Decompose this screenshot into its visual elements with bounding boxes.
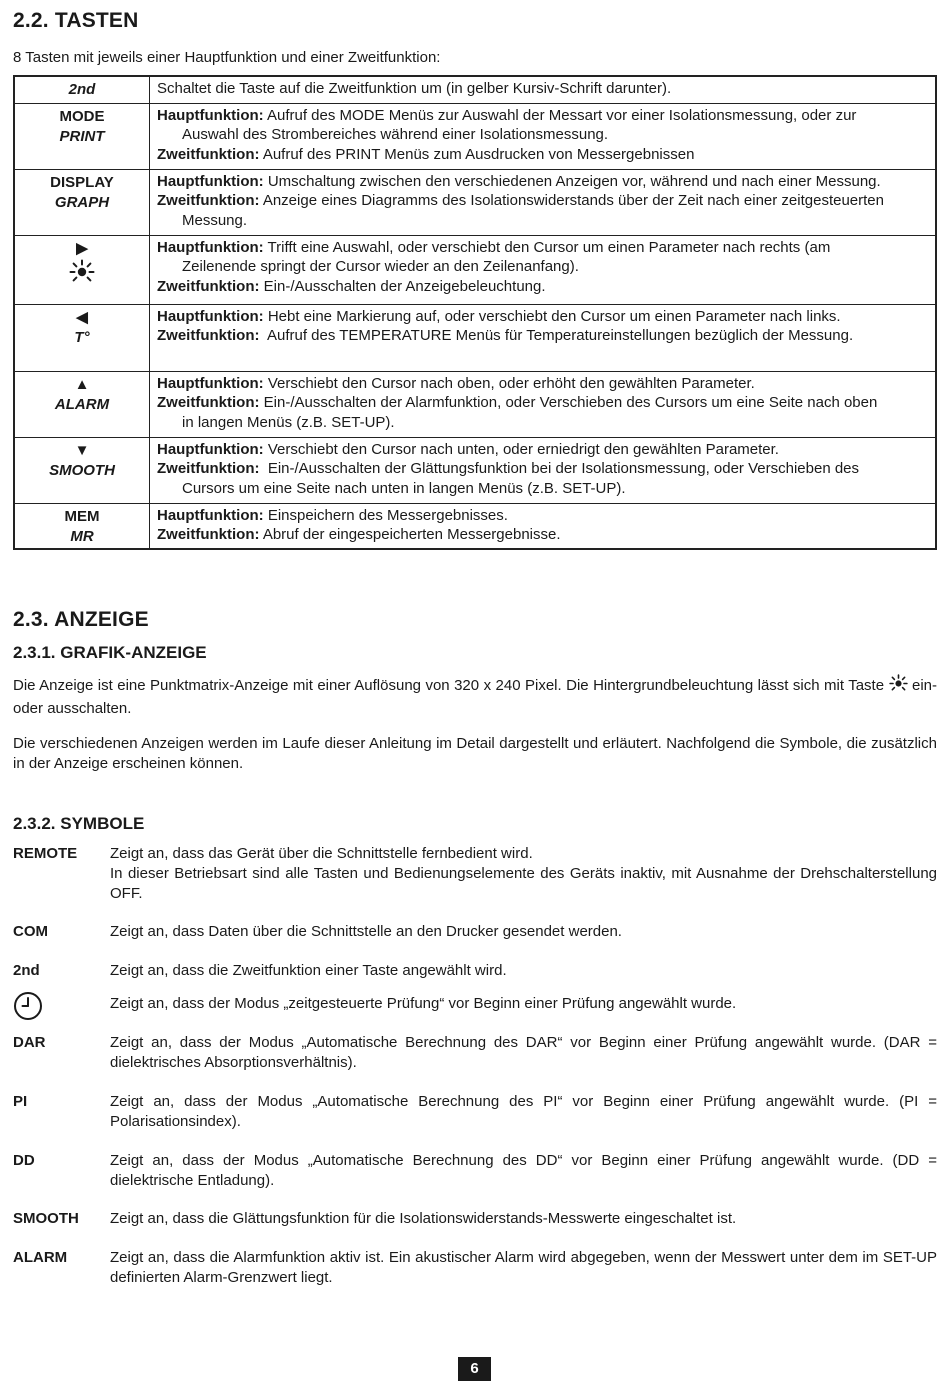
key-2nd: 2nd — [68, 81, 96, 98]
section-title-tasten: 2.2. TASTEN — [13, 9, 139, 32]
desc-cell — [150, 371, 937, 437]
desc-cell — [150, 304, 937, 371]
symbol-desc: Zeigt an, dass der Modus „Automatische Berechnung des DAR“ vor Beginn einer Prüfung angewählt wurde. (DAR = dielektrisches Absorptionsverhältnis). — [110, 1034, 937, 1071]
second-function-label: Zweitfunktion: — [157, 192, 260, 209]
desc-cell — [150, 235, 937, 304]
table-row — [14, 169, 936, 235]
desc-cell — [150, 437, 937, 503]
desc-2nd: Schaltet die Taste auf die Zweitfunktion um (in gelber Kursiv-Schrift darunter). — [157, 80, 672, 97]
main-function-label: Hauptfunktion: — [157, 506, 264, 524]
symbol-term: PI — [13, 1093, 28, 1110]
key-mode: MODE — [59, 107, 105, 125]
symbol-term: DD — [13, 1152, 35, 1169]
table-row — [14, 76, 936, 103]
key-cell — [14, 169, 150, 235]
second-function-text: Ein-/Ausschalten der Alarmfunktion, oder Verschieben des Cursors um eine Seite nach oben — [263, 394, 878, 411]
main-function-label: Hauptfunktion: — [157, 307, 264, 325]
subsection-title-symbole: 2.3.2. SYMBOLE — [13, 814, 145, 833]
symbol-term: COM — [13, 923, 48, 940]
main-function-text: Aufruf des MODE Menüs zur Auswahl der Messart vor einer Isolationsmessung, oder zur — [266, 106, 857, 124]
symbol-desc: Zeigt an, dass das Gerät über die Schnittstelle fernbedient wird. — [110, 845, 533, 862]
list-item — [13, 994, 937, 1027]
grafik-paragraph-text: Die Anzeige ist eine Punktmatrix-Anzeige mit einer Auflösung von 320 x 240 Pixel. Die Hintergrundbeleuchtung lässt sich mit Taste — [13, 677, 885, 694]
main-function-text: Verschiebt den Cursor nach oben, oder erhöht den gewählten Parameter. — [267, 374, 755, 392]
main-function-text: Umschaltung zwischen den verschiedenen Anzeigen vor, während und nach einer Messung. — [267, 172, 881, 190]
table-row — [14, 103, 936, 169]
main-function-label: Hauptfunktion: — [157, 172, 264, 190]
symbol-desc-cont: In dieser Betriebsart sind alle Tasten und Bedienungselemente des Geräts inaktiv, mit Ausnahme der Drehschalterstellung OFF. — [110, 865, 937, 902]
key-cell — [14, 76, 150, 103]
subsection-title-grafik: 2.3.1. GRAFIK-ANZEIGE — [13, 643, 207, 662]
list-item — [13, 844, 937, 904]
symbol-term: SMOOTH — [13, 1210, 79, 1227]
second-function-text-cont: Messung. — [182, 211, 248, 229]
key-cell — [14, 103, 150, 169]
symbol-term: ALARM — [13, 1249, 68, 1266]
key-alarm: ALARM — [54, 395, 110, 413]
table-row — [14, 304, 936, 371]
desc-cell — [150, 103, 937, 169]
list-item — [13, 1248, 937, 1288]
second-function-text: Anzeige eines Diagramms des Isolationswiderstands über der Zeit nach einer zeitgesteuerten — [262, 192, 884, 209]
key-cell — [14, 371, 150, 437]
key-mr: MR — [70, 527, 94, 545]
main-function-label: Hauptfunktion: — [157, 374, 264, 392]
second-function-label: Zweitfunktion: — [157, 145, 260, 163]
tasten-intro: 8 Tasten mit jeweils einer Hauptfunktion und einer Zweitfunktion: — [13, 49, 441, 66]
left-arrow-icon: ◀ — [76, 308, 88, 326]
clock-icon — [13, 994, 110, 1027]
symbol-desc: Zeigt an, dass die Zweitfunktion einer Taste angewählt wird. — [110, 962, 507, 979]
symbol-desc: Zeigt an, dass Daten über die Schnittstelle an den Drucker gesendet werden. — [110, 923, 622, 940]
second-function-label: Zweitfunktion: — [157, 327, 260, 344]
table-row — [14, 437, 936, 503]
second-function-label: Zweitfunktion: — [157, 394, 260, 411]
list-item — [13, 1151, 937, 1191]
backlight-sun-icon — [889, 674, 908, 699]
second-function-text: Ein-/Ausschalten der Anzeigebeleuchtung. — [263, 277, 546, 295]
symbol-desc: Zeigt an, dass der Modus „zeitgesteuerte Prüfung“ vor Beginn einer Prüfung angewählt wurde. — [110, 995, 737, 1012]
symbol-term: 2nd — [13, 962, 40, 979]
key-cell — [14, 437, 150, 503]
main-function-text: Hebt eine Markierung auf, oder verschiebt den Cursor um einen Parameter nach links. — [267, 307, 841, 325]
list-item — [13, 1092, 937, 1132]
section-title-anzeige: 2.3. ANZEIGE — [13, 608, 149, 631]
desc-cell — [150, 169, 937, 235]
table-row — [14, 235, 936, 304]
backlight-sun-icon — [15, 259, 149, 295]
key-smooth: SMOOTH — [49, 461, 115, 479]
list-item — [13, 961, 937, 981]
grafik-paragraph-text-end: ein- oder ausschalten. — [13, 677, 937, 717]
main-function-text: Trifft eine Auswahl, oder verschiebt den Cursor um einen Parameter nach rechts (am — [267, 238, 831, 256]
symbol-term: DAR — [13, 1034, 46, 1051]
symbol-desc: Zeigt an, dass der Modus „Automatische Berechnung des PI“ vor Beginn einer Prüfung angewählt wurde. (PI = Polarisationsindex). — [110, 1093, 937, 1130]
anzeigen-paragraph: Die verschiedenen Anzeigen werden im Laufe dieser Anleitung im Detail dargestellt und erläutert. Nachfolgend die Symbole, die zusätzlich in der Anzeige erscheinen können. — [13, 735, 937, 772]
second-function-text-cont: Cursors um eine Seite nach unten in langen Menüs (z.B. SET-UP). — [182, 479, 626, 497]
second-function-text: Aufruf des PRINT Menüs zum Ausdrucken von Messergebnissen — [262, 145, 695, 163]
second-function-text: Ein-/Ausschalten der Glättungsfunktion bei der Isolationsmessung, oder Verschieben des — [267, 460, 860, 477]
down-arrow-icon: ▼ — [74, 441, 90, 459]
second-function-text: Abruf der eingespeicherten Messergebnisse. — [262, 526, 561, 543]
key-display: DISPLAY — [50, 173, 114, 191]
desc-cell — [150, 503, 937, 549]
list-item — [13, 1209, 937, 1229]
up-arrow-icon: ▲ — [74, 375, 90, 393]
second-function-label: Zweitfunktion: — [157, 277, 260, 295]
key-temperature: T° — [74, 328, 90, 346]
second-function-label: Zweitfunktion: — [157, 526, 260, 543]
key-cell — [14, 235, 150, 304]
main-function-text: Verschiebt den Cursor nach unten, oder erniedrigt den gewählten Parameter. — [267, 440, 779, 458]
grafik-paragraph — [13, 674, 937, 719]
table-row — [14, 503, 936, 549]
key-graph: GRAPH — [54, 193, 110, 211]
main-function-text-cont: Auswahl des Strombereiches während einer Isolationsmessung. — [182, 126, 609, 143]
desc-cell — [150, 76, 937, 103]
key-mem: MEM — [64, 507, 100, 525]
symbol-term: REMOTE — [13, 845, 78, 862]
second-function-text: Aufruf des TEMPERATURE Menüs für Temperatureinstellungen bezüglich der Messung. — [267, 327, 854, 344]
list-item — [13, 1033, 937, 1073]
second-function-label: Zweitfunktion: — [157, 460, 260, 477]
symbol-desc: Zeigt an, dass die Glättungsfunktion für die Isolationswiderstands-Messwerte eingeschaltet ist. — [110, 1210, 737, 1227]
list-item — [13, 922, 937, 942]
main-function-label: Hauptfunktion: — [157, 238, 264, 256]
key-cell — [14, 503, 150, 549]
main-function-label: Hauptfunktion: — [157, 106, 264, 124]
main-function-text-cont: Zeilenende springt der Cursor wieder an den Zeilenanfang). — [182, 258, 579, 275]
key-print: PRINT — [59, 127, 105, 145]
main-function-text: Einspeichern des Messergebnisses. — [267, 506, 508, 524]
right-arrow-icon: ▶ — [76, 239, 88, 257]
keys-table — [13, 75, 937, 550]
second-function-text-cont: in langen Menüs (z.B. SET-UP). — [182, 413, 395, 431]
symbol-desc: Zeigt an, dass die Alarmfunktion aktiv ist. Ein akustischer Alarm wird abgegeben, wenn der Messwert unter dem im SET-UP definierten Alarm-Grenzwert liegt. — [110, 1249, 937, 1286]
main-function-label: Hauptfunktion: — [157, 440, 264, 458]
table-row — [14, 371, 936, 437]
key-cell — [14, 304, 150, 371]
page-number: 6 — [458, 1357, 491, 1381]
symbol-desc: Zeigt an, dass der Modus „Automatische Berechnung des DD“ vor Beginn einer Prüfung angewählt wurde. (DD = dielektrische Entladung). — [110, 1152, 937, 1189]
